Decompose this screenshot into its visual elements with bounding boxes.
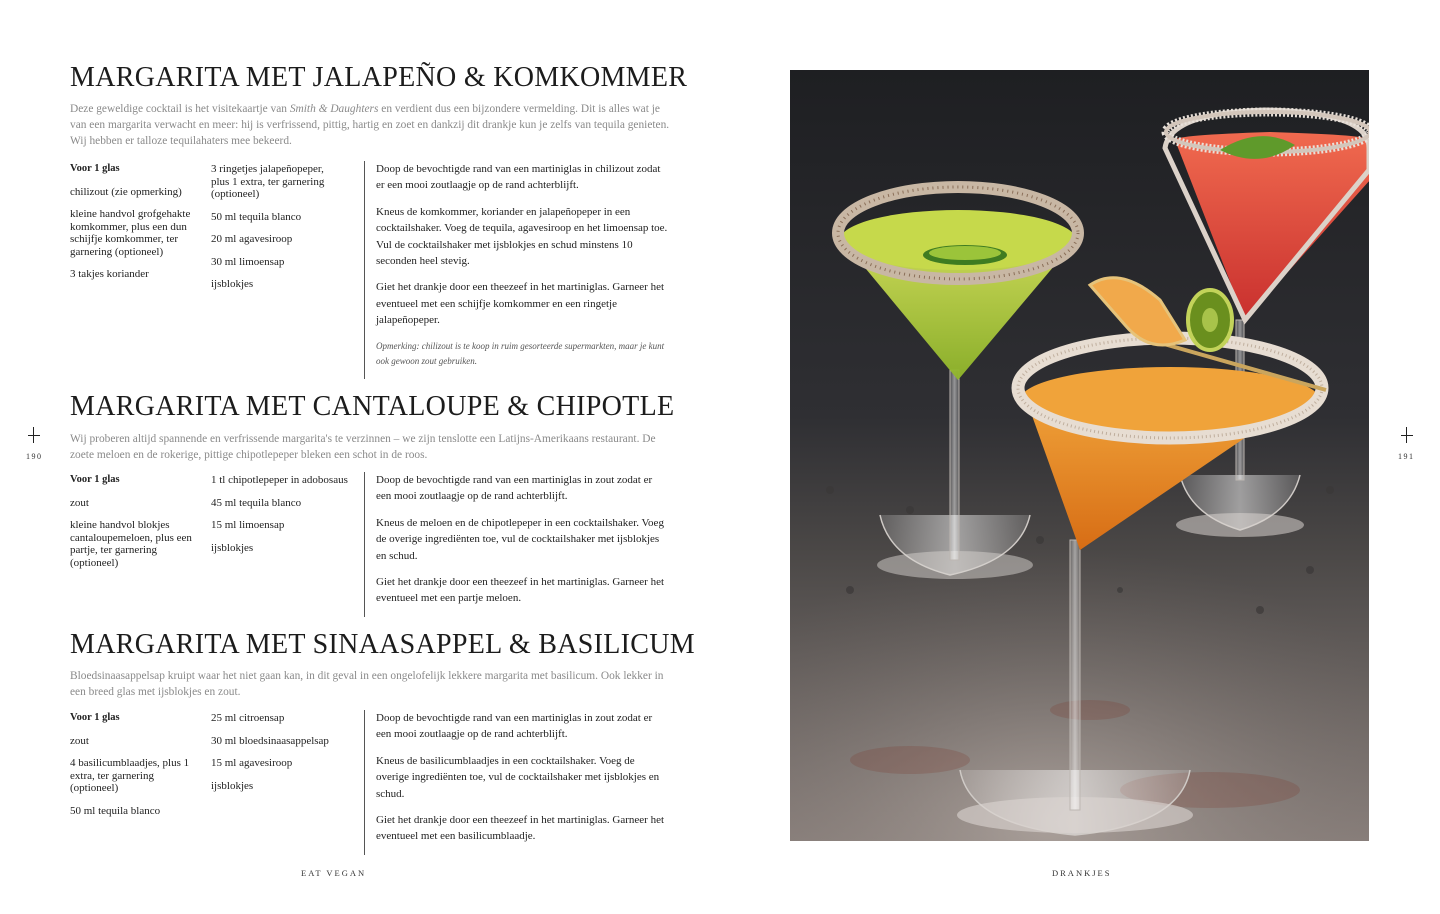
recipe-1-ingredients-col2: [211, 163, 336, 301]
ingredient: 3 ringetjes jalapeñopeper, plus 1 extra, ter garnering (optioneel): [211, 163, 325, 200]
ingredient: 15 ml agavesiroop: [211, 757, 293, 769]
method-step: Kneus de meloen en de chipotlepeper in een cocktailshaker. Voeg de overige ingrediënten toe, vul de cocktailshaker met ijsblokjes en schud.: [376, 516, 664, 562]
ingredient: kleine handvol blokjes cantaloupemeloen, plus een partje, ter garnering (optioneel): [70, 519, 192, 569]
method-step: Giet het drankje door een theezeef in het martiniglas. Garneer het eventueel met een basilicumblaadje.: [376, 814, 665, 843]
recipe-3-ingredients-col2: [211, 712, 351, 802]
ingredient: 4 basilicumblaadjes, plus 1 extra, ter garnering (optioneel): [70, 757, 190, 794]
recipe-3-title: MARGARITA MET SINAASAPPEL & BASILICUM: [70, 629, 695, 660]
crop-mark-icon: [26, 427, 42, 443]
method-step: Kneus de komkommer, koriander en jalapeñopeper in een cocktailshaker. Voeg de tequila, agavesiroop en het limoensap toe. Vul de cocktailshaker met ijsblokjes en schud minstens 10 seconden heel stevig.: [376, 205, 668, 268]
method-step: Doop de bevochtigde rand van een martiniglas in zout zodat er een mooi zoutlaagje op de rand achterblijft.: [376, 712, 653, 741]
ingredient: kleine handvol grofgehakte komkommer, plus een dun schijfje komkommer, ter garnering (optioneel): [70, 208, 191, 258]
page-number-left: 190: [26, 452, 43, 461]
serves-label: Voor 1 glas: [70, 163, 120, 174]
recipe-3-intro: Bloedsinaasappelsap kruipt waar het niet gaan kan, in dit geval in een ongelofelijk lekkere margarita met basilicum. Ook lekker in een breed glas met ijsblokjes en zout.: [70, 670, 664, 698]
ingredient: 20 ml agavesiroop: [211, 233, 293, 245]
ingredient: 45 ml tequila blanco: [211, 496, 302, 509]
ingredient: ijsblokjes: [211, 278, 254, 290]
ingredient: 50 ml tequila blanco: [70, 804, 161, 817]
recipe-3-ingredients-col1: [70, 712, 196, 827]
page-number-right: 191: [1398, 452, 1415, 461]
method-step: Kneus de basilicumblaadjes in een cocktailshaker. Voeg de overige ingrediënten toe, vul de cocktailshaker met ijsblokjes en schud.: [376, 754, 660, 800]
method-step: Giet het drankje door een theezeef in het martiniglas. Garneer het eventueel met een partje meloen.: [376, 576, 665, 605]
ingredient: 1 tl chipotlepeper in adobosaus: [211, 474, 348, 486]
recipe-2-method: [364, 472, 668, 617]
recipe-2-title: MARGARITA MET CANTALOUPE & CHIPOTLE: [70, 391, 675, 422]
ingredient: 3 takjes koriander: [70, 268, 149, 280]
ingredient: ijsblokjes: [211, 541, 254, 554]
method-step: Doop de bevochtigde rand van een martiniglas in chilizout zodat er een mooi zoutlaagje op de rand achterblijft.: [376, 163, 661, 192]
recipe-2-ingredients-col2: [211, 474, 356, 564]
margarita-glasses-illustration: [790, 70, 1369, 841]
method-step: Doop de bevochtigde rand van een martiniglas in zout zodat er een mooi zoutlaagje op de rand achterblijft.: [376, 474, 653, 503]
cocktail-photo: [790, 70, 1369, 841]
ingredient: 30 ml bloedsinaasappelsap: [211, 734, 329, 747]
ingredient: zout: [70, 734, 89, 747]
ingredient: ijsblokjes: [211, 779, 254, 792]
ingredient: 25 ml citroensap: [211, 712, 285, 724]
serves-label: Voor 1 glas: [70, 474, 120, 485]
ingredient: 15 ml limoensap: [211, 519, 285, 531]
footer-section-title: DRANKJES: [1052, 868, 1112, 878]
method-step: Giet het drankje door een theezeef in het martiniglas. Garneer het eventueel met een schijfje komkommer en een ringetje jalapeñopeper.: [376, 281, 665, 327]
recipe-2-intro: Wij proberen altijd spannende en verfrissende margarita's te verzinnen – we zijn tenslotte een Latijns-Amerikaans restaurant. De zoete meloen en de rokerige, pittige chipotlepeper bleken een schot in de roos.: [70, 433, 656, 461]
recipe-1-method: [364, 161, 668, 379]
recipe-3-method: [364, 710, 668, 855]
ingredient: zout: [70, 496, 89, 509]
ingredient: 50 ml tequila blanco: [211, 210, 302, 223]
recipe-1-ingredients-col1: [70, 163, 196, 291]
ingredient: chilizout (zie opmerking): [70, 185, 182, 198]
crop-mark-icon: [1399, 427, 1415, 443]
ingredient: 30 ml limoensap: [211, 255, 285, 268]
serves-label: Voor 1 glas: [70, 712, 120, 723]
recipe-1-intro: Deze geweldige cocktail is het visitekaartje van Smith & Daughters en verdient dus een bijzondere vermelding. Dit is alles wat je van een margarita verwacht en meer: hij is verfrissend, pittig, hartig en zoet en dankzij dit drankje kun je zelfs van tequila genieten. Wij hebben er talloze tequilahaters mee bekeerd.: [70, 103, 670, 147]
footer-book-title: EAT VEGAN: [301, 868, 367, 878]
recipe-1-title: MARGARITA MET JALAPEÑO & KOMKOMMER: [70, 62, 688, 93]
recipe-2-ingredients-col1: [70, 474, 196, 579]
recipe-note: Opmerking: chilizout is te koop in ruim gesorteerde supermarkten, maar je kunt ook gewoon zout gebruiken.: [376, 340, 665, 366]
